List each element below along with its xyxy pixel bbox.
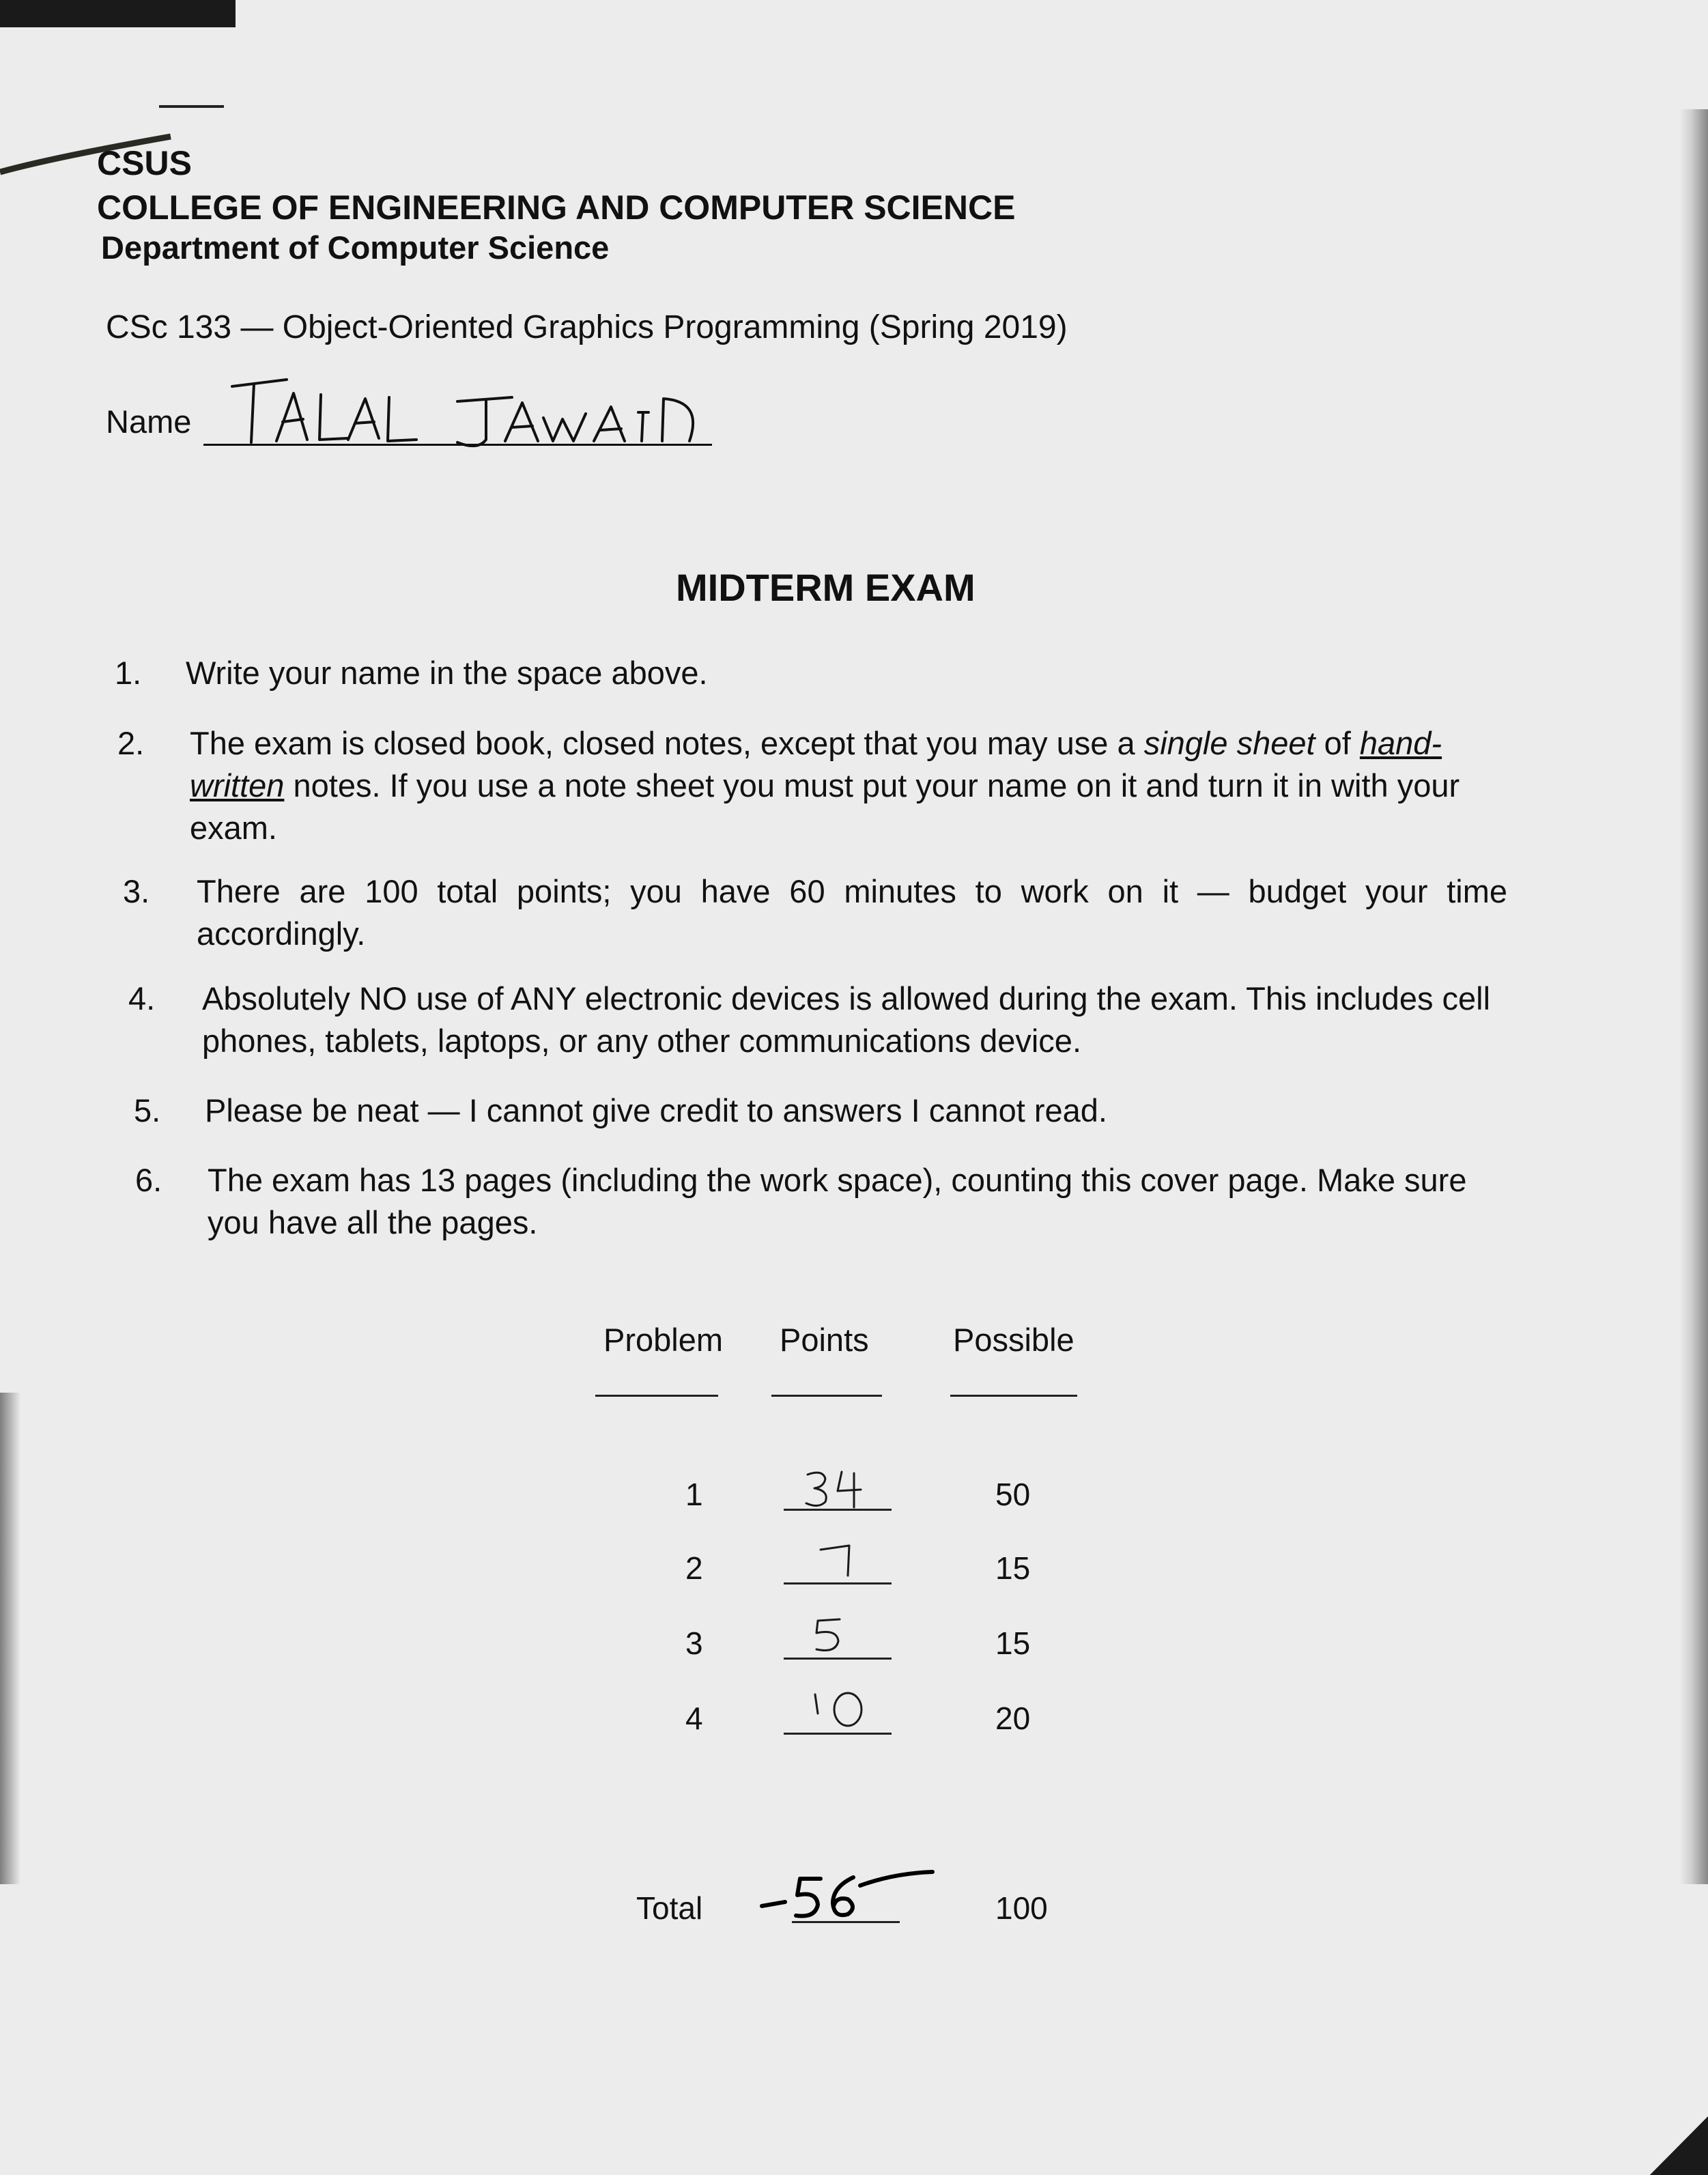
col-header-possible: Possible [953, 1322, 1074, 1358]
handwritten-points [802, 1466, 870, 1511]
instruction-text-part: notes. If you use a note sheet you must put your name on it and turn it in with your exam. [190, 767, 1460, 846]
instruction-text-part: The exam is closed book, closed notes, except that you may use a [190, 725, 1144, 761]
instruction-emphasis: single sheet [1143, 725, 1315, 761]
exam-title: MIDTERM EXAM [676, 566, 976, 609]
problem-number: 2 [685, 1550, 703, 1586]
scan-artifact-dash [159, 105, 224, 108]
total-possible: 100 [995, 1890, 1048, 1926]
instruction-number: 6. [135, 1162, 162, 1198]
college-name: COLLEGE OF ENGINEERING AND COMPUTER SCIENCE [97, 188, 1016, 227]
instruction-number: 1. [115, 655, 142, 691]
problem-number: 3 [685, 1625, 703, 1661]
instruction-number: 3. [123, 873, 150, 909]
instruction-text [190, 722, 1507, 849]
instruction-number: 2. [117, 725, 145, 761]
scan-artifact-right-edge [1679, 109, 1708, 1884]
instruction-text-part: of [1315, 725, 1360, 761]
problem-number: 4 [685, 1701, 703, 1736]
possible-points: 15 [995, 1625, 1031, 1661]
name-label: Name [106, 403, 192, 440]
header-rule-points [771, 1395, 882, 1397]
instruction-text: Write your name in the space above. [186, 655, 708, 691]
handwritten-points [806, 1689, 874, 1734]
instruction-emphasis-underlined: hand-written [190, 725, 1442, 804]
instruction-text: Please be neat — I cannot give credit to answers I cannot read. [205, 1092, 1107, 1128]
instruction-number: 5. [134, 1092, 161, 1128]
department-name: Department of Computer Science [101, 229, 610, 266]
possible-points: 20 [995, 1701, 1031, 1736]
instruction-text: The exam has 13 pages (including the work space), counting this cover page. Make sure you have all the pages. [208, 1162, 1467, 1240]
instruction-number: 4. [128, 980, 156, 1017]
col-header-problem: Problem [603, 1322, 724, 1358]
possible-points: 50 [995, 1477, 1031, 1512]
handwritten-name [212, 374, 717, 449]
handwritten-points [814, 1540, 868, 1585]
header-rule-problem [595, 1395, 718, 1397]
scan-artifact-left-edge [0, 1393, 20, 1884]
possible-points: 15 [995, 1550, 1031, 1586]
problem-number: 1 [685, 1477, 703, 1512]
institution-name: CSUS [97, 144, 192, 182]
scan-artifact-top-left [0, 0, 236, 27]
instruction-text: There are 100 total points; you have 60 minutes to work on it — budget your time accordingly. [197, 873, 1507, 952]
header-rule-possible [950, 1395, 1077, 1397]
total-label: Total [636, 1890, 703, 1926]
handwritten-points [807, 1614, 862, 1659]
course-title: CSc 133 — Object-Oriented Graphics Programming (Spring 2019) [106, 309, 1068, 345]
col-header-points: Points [780, 1322, 869, 1358]
handwritten-total [758, 1864, 935, 1925]
instruction-text: Absolutely NO use of ANY electronic devices is allowed during the exam. This includes cell phones, tablets, laptops, or any other communications device. [202, 980, 1491, 1059]
scan-artifact-bottom-right [1611, 2116, 1708, 2175]
